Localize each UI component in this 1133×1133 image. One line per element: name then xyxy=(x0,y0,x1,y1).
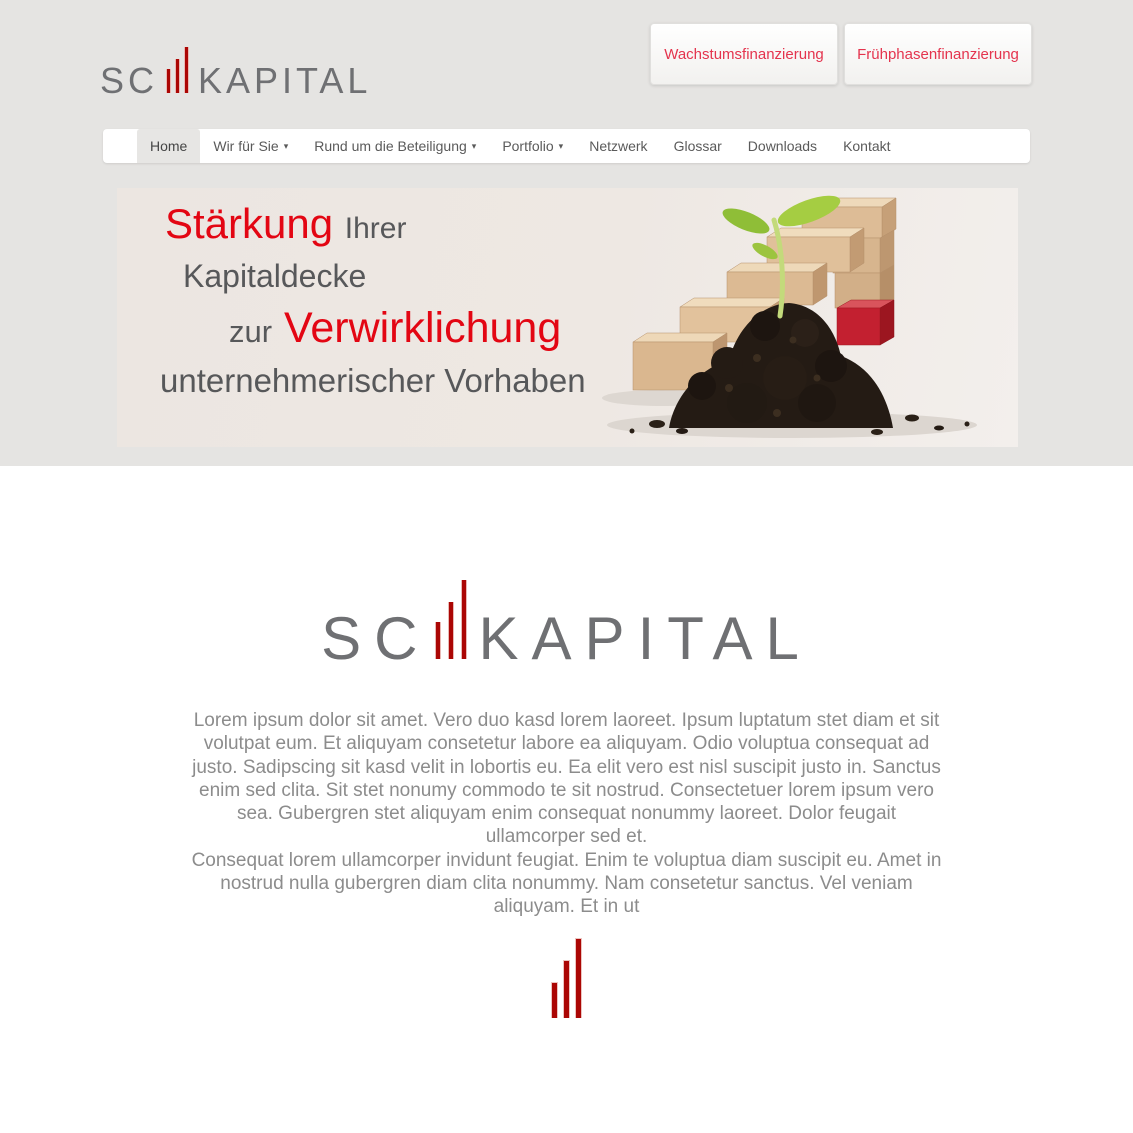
caret-down-icon: ▾ xyxy=(471,140,477,151)
intro-paragraph-2: Consequat lorem ullamcorper invidunt feugiat. Enim te voluptua diam suscipit eu. Amet in nostrud nulla gubergren diam clita nonummy. Nam consetetur sanctus. Vel veniam aliquyam. Et in ut xyxy=(191,849,942,918)
nav-label: Wir für Sie xyxy=(213,138,279,154)
brand-logo[interactable] xyxy=(100,47,371,102)
logo-text-sc: SC xyxy=(100,60,159,101)
nav-label: Netzwerk xyxy=(589,138,648,154)
hero-line-4: unternehmerischer Vorhaben xyxy=(160,362,586,399)
nav-label: Portfolio xyxy=(502,138,554,154)
logo-bars-icon xyxy=(166,47,189,93)
hero-banner xyxy=(117,188,1018,447)
center-brand-logo xyxy=(0,580,1133,673)
hero-text-verwirklichung: Verwirklichung xyxy=(284,304,562,352)
bar-chart-icon xyxy=(0,938,1133,1018)
hero-text-ihrer: Ihrer xyxy=(344,212,407,245)
hero-line-3 xyxy=(229,304,562,352)
wachstumsfinanzierung-button[interactable]: Wachstumsfinanzierung xyxy=(650,23,838,85)
nav-item-netzwerk[interactable] xyxy=(576,129,660,163)
main-nav xyxy=(103,129,1030,163)
nav-label: Downloads xyxy=(747,138,818,154)
nav-item-portfolio[interactable] xyxy=(489,129,576,163)
nav-item-wir-fuer-sie[interactable] xyxy=(200,129,301,163)
nav-item-home[interactable] xyxy=(137,129,200,163)
nav-label: Home xyxy=(150,138,188,154)
intro-paragraph-1: Lorem ipsum dolor sit amet. Vero duo kasd lorem laoreet. Ipsum luptatum stet diam et sit volutpat eum. Et aliquyam consetetur labore ea aliquyam. Odio voluptua consequat ad justo. Sadipscing sit kasd velit in lobortis eu. Ea elit vero est nisl suscipit justo in. Sanctus enim sed clita. Sit stet nonumy commodo te sit nostrud. Consectetuer lorem ipsum vero sea. Gubergren stet aliquyam enim consequat nonummy laoreet. Dolor feugait ullamcorper sed et. xyxy=(192,710,941,848)
logo-text-kapital: KAPITAL xyxy=(198,60,372,101)
nav-label: Glossar xyxy=(673,138,722,154)
nav-item-downloads[interactable] xyxy=(735,129,830,163)
nav-label: Rund um die Beteiligung xyxy=(314,138,467,154)
header-section xyxy=(0,0,1133,466)
hero-text-staerkung: Stärkung xyxy=(165,200,334,247)
nav-item-glossar[interactable] xyxy=(661,129,735,163)
logo-bars-icon xyxy=(435,580,467,659)
hero-line-2: Kapitaldecke xyxy=(183,258,367,294)
header-buttons xyxy=(650,23,1032,85)
nav-label: Kontakt xyxy=(843,138,891,154)
caret-down-icon: ▾ xyxy=(283,140,289,151)
fruehphasenfinanzierung-button[interactable]: Frühphasenfinanzierung xyxy=(844,23,1032,85)
hero-text-zur: zur xyxy=(229,314,273,349)
intro-text-section xyxy=(0,709,1133,919)
hero-line-1 xyxy=(165,200,407,247)
logo-text-sc: SC xyxy=(321,605,431,672)
logo-text-kapital: KAPITAL xyxy=(478,605,812,672)
nav-item-rund-um-die-beteiligung[interactable] xyxy=(301,129,489,163)
caret-down-icon: ▾ xyxy=(558,140,564,151)
nav-item-kontakt[interactable] xyxy=(830,129,903,163)
